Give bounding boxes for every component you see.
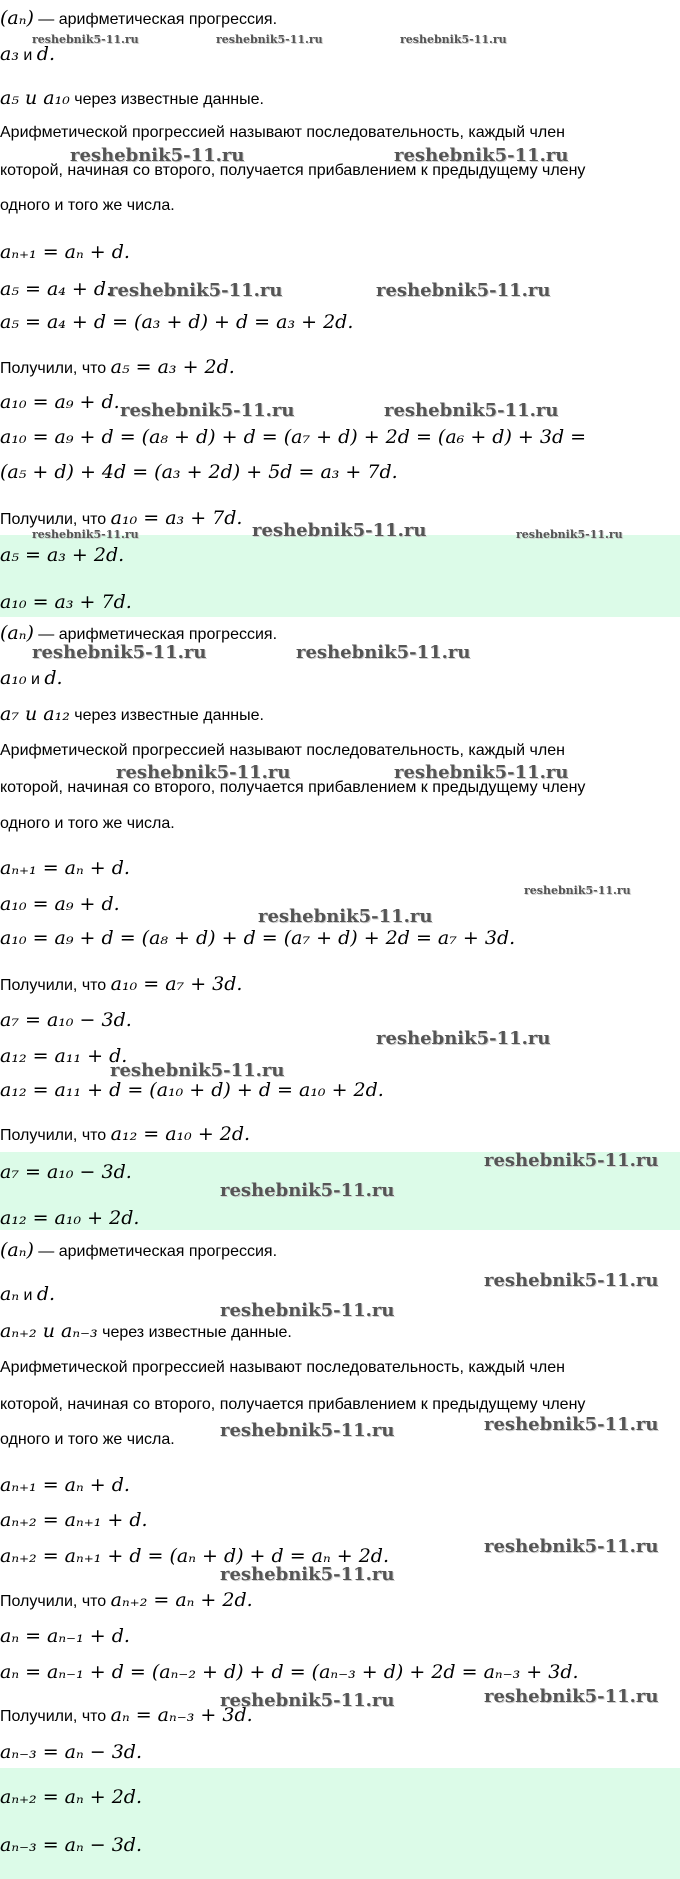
watermark-text: reshebnik5-11.ru [296,642,471,663]
result-line: Получили, что aₙ₊₂ = aₙ + 2d. [0,1589,253,1611]
result-line: Получили, что a₁₀ = a₃ + 7d. [0,507,243,529]
watermark-text: reshebnik5-11.ru [258,906,433,927]
watermark-text: reshebnik5-11.ru [220,1300,395,1321]
watermark-text: reshebnik5-11.ru [220,1690,395,1711]
progression-intro: (aₙ) — арифметическая прогрессия. [0,622,278,644]
formula-line: aₙ₊₁ = aₙ + d. [0,857,130,879]
watermark-text: reshebnik5-11.ru [376,280,551,301]
watermark-text: reshebnik5-11.ru [484,1270,659,1291]
formula-line: a₅ = a₄ + d = (a₃ + d) + d = a₃ + 2d. [0,311,354,333]
watermark-text: reshebnik5-11.ru [394,145,569,166]
formula-line: a₁₀ = a₉ + d = (a₈ + d) + d = (a₇ + d) + 2d = a₇ + 3d. [0,927,516,949]
watermark-text: reshebnik5-11.ru [120,400,295,421]
watermark-text: reshebnik5-11.ru [220,1564,395,1585]
result-line: Получили, что a₁₀ = a₇ + 3d. [0,973,243,995]
formula-line: a₅ = a₄ + d. [0,278,113,300]
watermark-text: reshebnik5-11.ru [484,1686,659,1707]
watermark-text: reshebnik5-11.ru [376,1028,551,1049]
formula-line: (a₅ + d) + 4d = (a₃ + 2d) + 5d = a₃ + 7d. [0,461,398,483]
formula-line: a₁₂ = a₁₁ + d = (a₁₀ + d) + d = a₁₀ + 2d. [0,1079,384,1101]
watermark-text: reshebnik5-11.ru [70,145,245,166]
formula-line: aₙ₊₂ = aₙ₊₁ + d = (aₙ + d) + d = aₙ + 2d. [0,1545,389,1567]
formula-line: aₙ = aₙ₋₁ + d. [0,1625,130,1647]
watermark-text: reshebnik5-11.ru [484,1536,659,1557]
watermark-text: reshebnik5-11.ru [108,280,283,301]
watermark-text: reshebnik5-11.ru [216,33,323,46]
task-line: aₙ₊₂ и aₙ₋₃ через известные данные. [0,1320,292,1342]
progression-intro: (aₙ) — арифметическая прогрессия. [0,1239,278,1261]
given-line: a₁₀ и d. [0,667,63,689]
progression-intro: (aₙ) — арифметическая прогрессия. [0,7,278,29]
formula-line: aₙ = aₙ₋₁ + d = (aₙ₋₂ + d) + d = (aₙ₋₃ + d) + 2d = aₙ₋₃ + 3d. [0,1661,579,1683]
watermark-text: reshebnik5-11.ru [484,1150,659,1171]
result-line: Получили, что a₅ = a₃ + 2d. [0,356,235,378]
task-line: a₅ и a₁₀ через известные данные. [0,87,264,109]
task-line: a₇ и a₁₂ через известные данные. [0,703,264,725]
definition-line-2: которой, начиная со второго, получается прибавлением к предыдущему члену [0,779,586,796]
answer-box [0,1768,680,1879]
formula-line: aₙ₊₂ = aₙ₊₁ + d. [0,1509,148,1531]
watermark-text: reshebnik5-11.ru [32,642,207,663]
watermark-text: reshebnik5-11.ru [32,528,139,541]
formula-line: a₁₀ = a₉ + d = (a₈ + d) + d = (a₇ + d) + 2d = (a₆ + d) + 3d = [0,426,587,448]
result-line: Получили, что a₁₂ = a₁₀ + 2d. [0,1123,251,1145]
watermark-text: reshebnik5-11.ru [484,1414,659,1435]
answer-line: aₙ₊₂ = aₙ + 2d. [0,1786,142,1808]
definition-line-3: одного и того же числа. [0,1431,175,1448]
watermark-text: reshebnik5-11.ru [394,762,569,783]
watermark-text: reshebnik5-11.ru [252,520,427,541]
watermark-text: reshebnik5-11.ru [384,400,559,421]
watermark-text: reshebnik5-11.ru [516,528,623,541]
answer-line: a₇ = a₁₀ − 3d. [0,1161,132,1183]
definition-line-3: одного и того же числа. [0,815,175,832]
watermark-text: reshebnik5-11.ru [110,1060,285,1081]
watermark-text: reshebnik5-11.ru [524,884,631,897]
formula-line: a₇ = a₁₀ − 3d. [0,1009,132,1031]
answer-line: a₁₀ = a₃ + 7d. [0,591,132,613]
formula-line: a₁₀ = a₉ + d. [0,893,120,915]
definition-line-1: Арифметической прогрессией называют последовательность, каждый член [0,742,565,759]
formula-line: aₙ₊₁ = aₙ + d. [0,241,130,263]
definition-line-2: которой, начиная со второго, получается прибавлением к предыдущему члену [0,1396,586,1413]
watermark-text: reshebnik5-11.ru [32,33,139,46]
watermark-text: reshebnik5-11.ru [116,762,291,783]
answer-line: aₙ₋₃ = aₙ − 3d. [0,1834,142,1856]
watermark-text: reshebnik5-11.ru [220,1420,395,1441]
formula-line: aₙ₋₃ = aₙ − 3d. [0,1741,142,1763]
result-line: Получили, что aₙ = aₙ₋₃ + 3d. [0,1704,253,1726]
formula-line: aₙ₊₁ = aₙ + d. [0,1474,130,1496]
definition-line-1: Арифметической прогрессией называют последовательность, каждый член [0,1359,565,1376]
watermark-text: reshebnik5-11.ru [220,1180,395,1201]
formula-line: a₁₂ = a₁₁ + d. [0,1045,128,1067]
definition-line-3: одного и того же числа. [0,197,175,214]
given-line: aₙ и d. [0,1283,56,1305]
answer-box [0,535,680,617]
formula-line: a₁₀ = a₉ + d. [0,391,120,413]
answer-line: a₅ = a₃ + 2d. [0,544,125,566]
answer-line: a₁₂ = a₁₀ + 2d. [0,1207,140,1229]
definition-line-2: которой, начиная со второго, получается прибавлением к предыдущему члену [0,162,586,179]
given-line: a₃ и d. [0,43,55,65]
watermark-text: reshebnik5-11.ru [400,33,507,46]
definition-line-1: Арифметической прогрессией называют последовательность, каждый член [0,124,565,141]
